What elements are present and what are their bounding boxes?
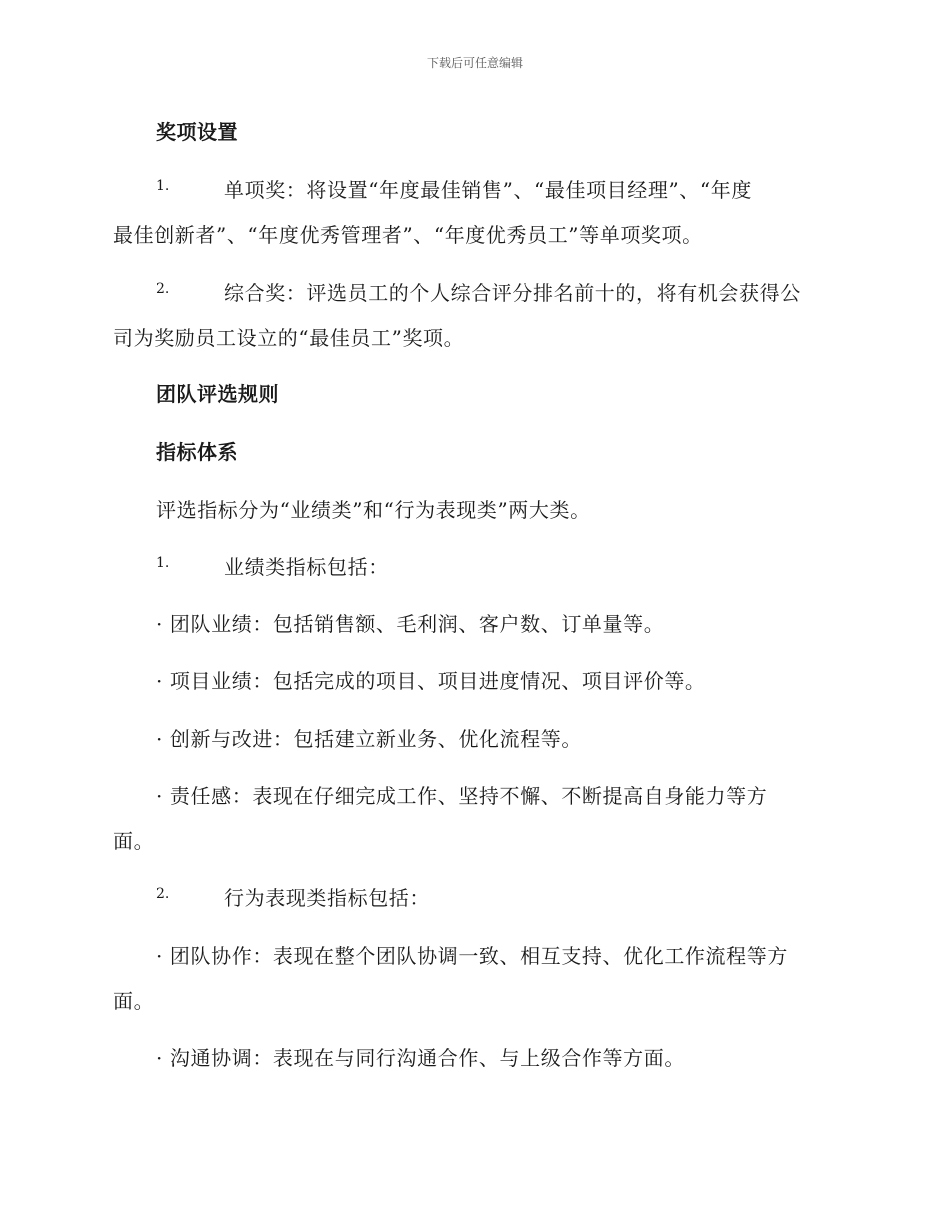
behavior-number: 2.	[156, 886, 170, 902]
bullet-responsibility-line2: 面。	[113, 829, 155, 853]
behavior-title: 行为表现类指标包括：	[224, 886, 430, 910]
perf-number: 1.	[156, 555, 170, 571]
item1-text-line1: 单项奖：将设置“年度最佳销售”、“最佳项目经理”、“年度	[224, 178, 752, 202]
item1-text-line2: 最佳创新者”、“年度优秀管理者”、“年度优秀员工”等单项奖项。	[113, 223, 703, 247]
item2-text-line1: 综合奖：评选员工的个人综合评分排名前十的，将有机会获得公	[224, 281, 801, 305]
perf-title: 业绩类指标包括：	[224, 555, 389, 579]
bullet-communication: · 沟通协调：表现在与同行沟通合作、与上级合作等方面。	[156, 1046, 685, 1070]
page-header: 下载后可任意编辑	[426, 56, 523, 70]
heading-index-system: 指标体系	[156, 440, 238, 464]
item-number-1: 1.	[156, 178, 170, 194]
intro-paragraph: 评选指标分为“业绩类”和“行为表现类”两大类。	[156, 498, 591, 522]
bullet-innovation: · 创新与改进：包括建立新业务、优化流程等。	[156, 727, 582, 751]
item-number-2: 2.	[156, 281, 170, 297]
heading-team-rules: 团队评选规则	[156, 382, 279, 406]
bullet-collaboration-line1: · 团队协作：表现在整个团队协调一致、相互支持、优化工作流程等方	[156, 944, 788, 968]
bullet-responsibility-line1: · 责任感：表现在仔细完成工作、坚持不懈、不断提高自身能力等方	[156, 784, 768, 808]
bullet-team-performance: · 团队业绩：包括销售额、毛利润、客户数、订单量等。	[156, 612, 665, 636]
bullet-collaboration-line2: 面。	[113, 989, 155, 1013]
item2-text-line2: 司为奖励员工设立的“最佳员工”奖项。	[113, 326, 465, 350]
bullet-project-performance: · 项目业绩：包括完成的项目、项目进度情况、项目评价等。	[156, 669, 706, 693]
heading-awards: 奖项设置	[156, 120, 238, 144]
